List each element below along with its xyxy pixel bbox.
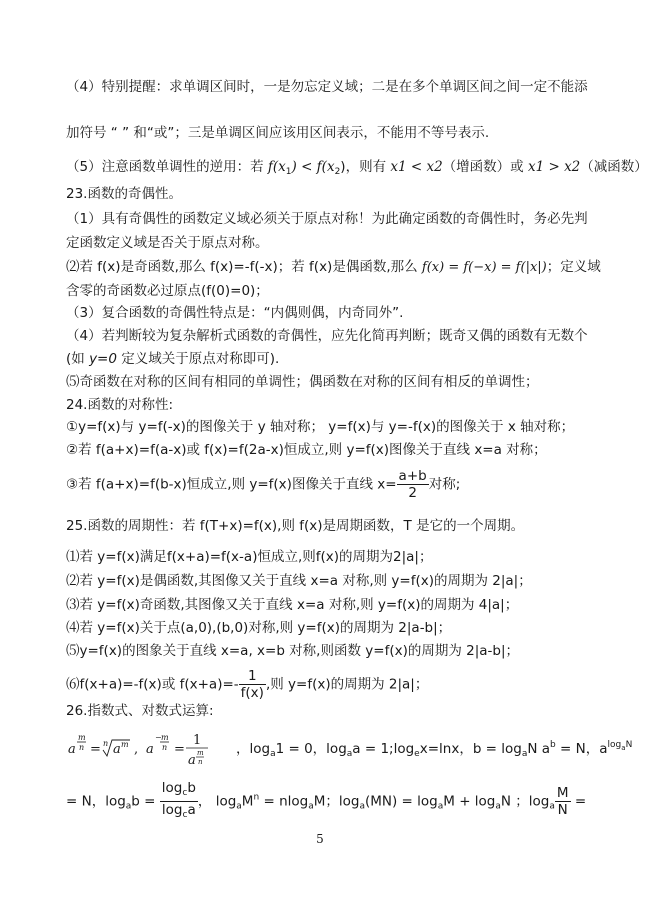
text-line: ⑵若 f(x)是奇函数,那么 f(x)=-f(-x)；若 f(x)是偶函数,那么 f(x) = f(−x) = f(|x|)；定义域 [66,259,601,275]
text-line: ⑶若 y=f(x)奇函数,其图像又关于直线 x=a 对称,则 y=f(x)的周期为 4|a|； [66,597,519,613]
text-line: ⑴若 y=f(x)满足f(x+a)=f(x-a)恒成立,则f(x)的周期为2|a|； [66,549,433,565]
svg-text:a: a [188,753,196,768]
text-line: ⑷若 y=f(x)关于点(a,0),(b,0)对称,则 y=f(x)的周期为 2|a-b|； [66,620,452,636]
text-line: ③若 f(a+x)=f(b-x)恒成立,则 y=f(x)图像关于直线 x= $\frac{a+b}{2}$ 对称; [66,468,461,501]
svg-text:a: a [68,742,76,757]
section-heading: 25.函数的周期性：若 f(T+x)=f(x),则 f(x)是周期函数，T 是它的一个周期。 [66,518,525,534]
section-heading: 23.函数的奇偶性。 [66,186,182,202]
radical-exponent-formula [66,728,236,770]
text-line: ①y=f(x)与 y=f(-x)的图像关于 y 轴对称； y=f(x)与 y=-f(x)的图像关于 x 轴对称； [66,419,575,435]
svg-text:−: − [155,733,162,742]
formula-line: a m n = n a m , a − m n = 1 a m n ，$\log_a1 = 0$，$\log_aa$ = $1;\log_ex=\ln x$，$b = \log_aN$ $a^b = N$，$a^{log_aN}$ [66,728,632,770]
svg-text:a: a [113,742,121,757]
text-line: ⑸y=f(x)的图象关于直线 x=a, x=b 对称,则函数 y=f(x)的周期为 2|a-b|； [66,643,520,659]
fraction: $\frac{1}{f(x)}$ [240,668,264,701]
svg-text:n: n [103,739,109,748]
page-number: 5 [316,832,324,846]
text-line: （3）复合函数的奇偶性特点是：“内偶则偶，内奇同外”. [66,305,404,321]
svg-text:=: = [174,742,185,757]
text-line: ⑸奇函数在对称的区间有相同的单调性；偶函数在对称的区间有相反的单调性； [66,374,539,390]
svg-text:,: , [134,742,139,757]
text-line: （4）特别提醒：求单调区间时，一是勿忘定义域；二是在多个单调区间之间一定不能添 [66,79,588,95]
text-line: （4）若判断较为复杂解析式函数的奇偶性，应先化简再判断；既奇又偶的函数有无数个 [66,328,588,344]
svg-text:n: n [79,743,85,752]
fraction: $\frac{M}{N}$ [556,785,569,818]
svg-text:m: m [78,733,86,742]
text-line: （1）具有奇偶性的函数定义域必须关于原点对称！为此确定函数的奇偶性时，务必先判 [66,211,588,227]
text-line: ⑵若 y=f(x)是偶函数,其图像又关于直线 x=a 对称,则 y=f(x)的周期为 2|a|； [66,573,532,589]
formula-line: = N，$\log_ab$ = $\frac{\log_cb}{\log_ca}$ ， $\log_aM^n = nlog_aM$；$\log_a(MN) = \log_aM + \log_aN$ ；$\log_a$ $\frac{M}{N}$ = [66,780,586,823]
svg-text:m: m [197,749,204,757]
section-heading: 24.函数的对称性: [66,397,174,413]
svg-text:1: 1 [193,733,202,748]
fraction: $\frac{\log_cb}{\log_ca}$ [161,780,196,820]
svg-text:a: a [146,742,154,757]
text-line: （5）注意函数单调性的逆用：若 $f(x_1) < f(x_2)$，则有 x1 < x2（增函数）或 x1 > x2（减函数） [66,159,648,177]
text-line: 定函数定义域是否关于原点对称。 [66,235,269,251]
text-line: (如 y=0 定义域关于原点对称即可). [66,351,280,367]
svg-text:m: m [121,740,129,749]
svg-text:n: n [162,743,168,752]
svg-text:n: n [198,758,203,766]
text-line: 加符号 “ ” 和“或”；三是单调区间应该用区间表示，不能用不等号表示. [66,125,490,141]
text-line: ⑹f(x+a)=-f(x)或 f(x+a)=- $\frac{1}{f(x)}$ ,则 y=f(x)的周期为 2|a|； [66,668,429,701]
svg-text:m: m [161,733,169,742]
section-heading: 26.指数式、对数式运算: [66,703,214,719]
text-line: ②若 f(a+x)=f(a-x)或 f(x)=f(2a-x)恒成立,则 y=f(x)图像关于直线 x=a 对称； [66,442,547,458]
svg-text:=: = [90,742,101,757]
fraction: $\frac{a+b}{2}$ [398,468,427,501]
text-line: 含零的奇函数必过原点(f(0)=0)； [66,283,269,299]
